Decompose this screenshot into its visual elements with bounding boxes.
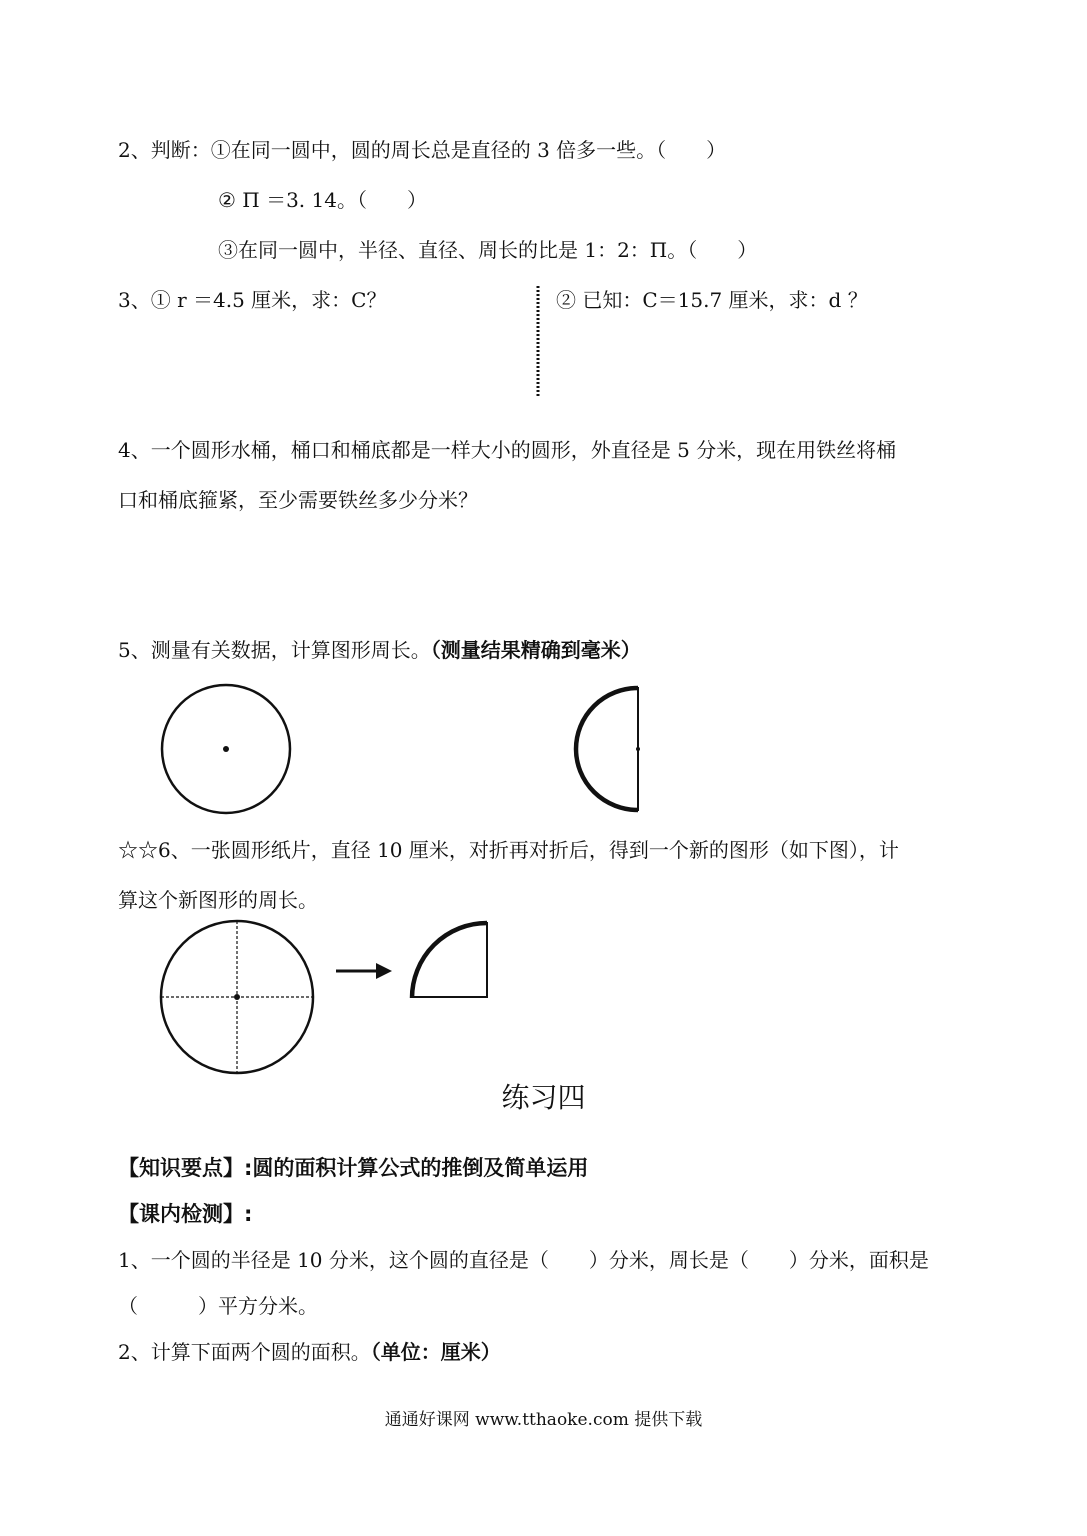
q2-line-3: ③在同一圆中，半径、直径、周长的比是 1：2：Π。（ ） — [218, 238, 758, 262]
p1-line-2: （ ）平方分米。 — [118, 1294, 318, 1318]
q6-figures — [161, 921, 488, 1073]
knowledge-text: 圆的面积计算公式的推倒及简单运用 — [252, 1156, 589, 1180]
footer: 通通好课网 www.tthaoke.com 提供下载 — [384, 1410, 703, 1430]
q6-line-2: 算这个新图形的周长。 — [118, 888, 318, 912]
p2-text: 2、计算下面两个圆的面积。 — [118, 1340, 371, 1364]
q6-arrow-head — [376, 963, 392, 979]
q5-circle-center — [223, 746, 229, 752]
q2-line-1: 2、判断：①在同一圆中，圆的周长总是直径的 3 倍多一些。（ ） — [118, 138, 727, 162]
q2-line-2: ② Π ＝3. 14。（ ） — [218, 188, 427, 212]
in-class-check-label: 【课内检测】: — [118, 1202, 253, 1226]
q4-line-2: 口和桶底箍紧，至少需要铁丝多少分米？ — [118, 488, 478, 512]
q6-line-1: ☆☆6、一张圆形纸片，直径 10 厘米，对折再对折后，得到一个新的图形（如下图），计 — [118, 838, 899, 862]
q4-line-1: 4、一个圆形水桶，桶口和桶底都是一样大小的圆形，外直径是 5 分米，现在用铁丝将桶 — [118, 438, 897, 462]
q6-circle-center — [234, 994, 240, 1000]
q5-semicircle-arc — [576, 688, 638, 810]
p2-unit-note: （单位：厘米） — [370, 1340, 501, 1364]
q3-left-question: 3、① r ＝4.5 厘米，求：C？ — [118, 288, 387, 312]
q3-right-question: ② 已知：C＝15.7 厘米，求：d ？ — [556, 288, 868, 312]
q5-semicircle-center — [636, 747, 640, 751]
q6-quarter-arc — [412, 923, 487, 998]
q5-figures — [162, 685, 640, 813]
q5-note: （测量结果精确到毫米） — [430, 638, 641, 662]
knowledge-label: 【知识要点】: — [118, 1156, 253, 1180]
section-title: 练习四 — [501, 1081, 586, 1114]
p1-line-1: 1、一个圆的半径是 10 分米，这个圆的直径是（ ）分米，周长是（ ）分米，面积是 — [118, 1248, 929, 1272]
q5-text: 5、测量有关数据，计算图形周长。 — [118, 638, 431, 662]
